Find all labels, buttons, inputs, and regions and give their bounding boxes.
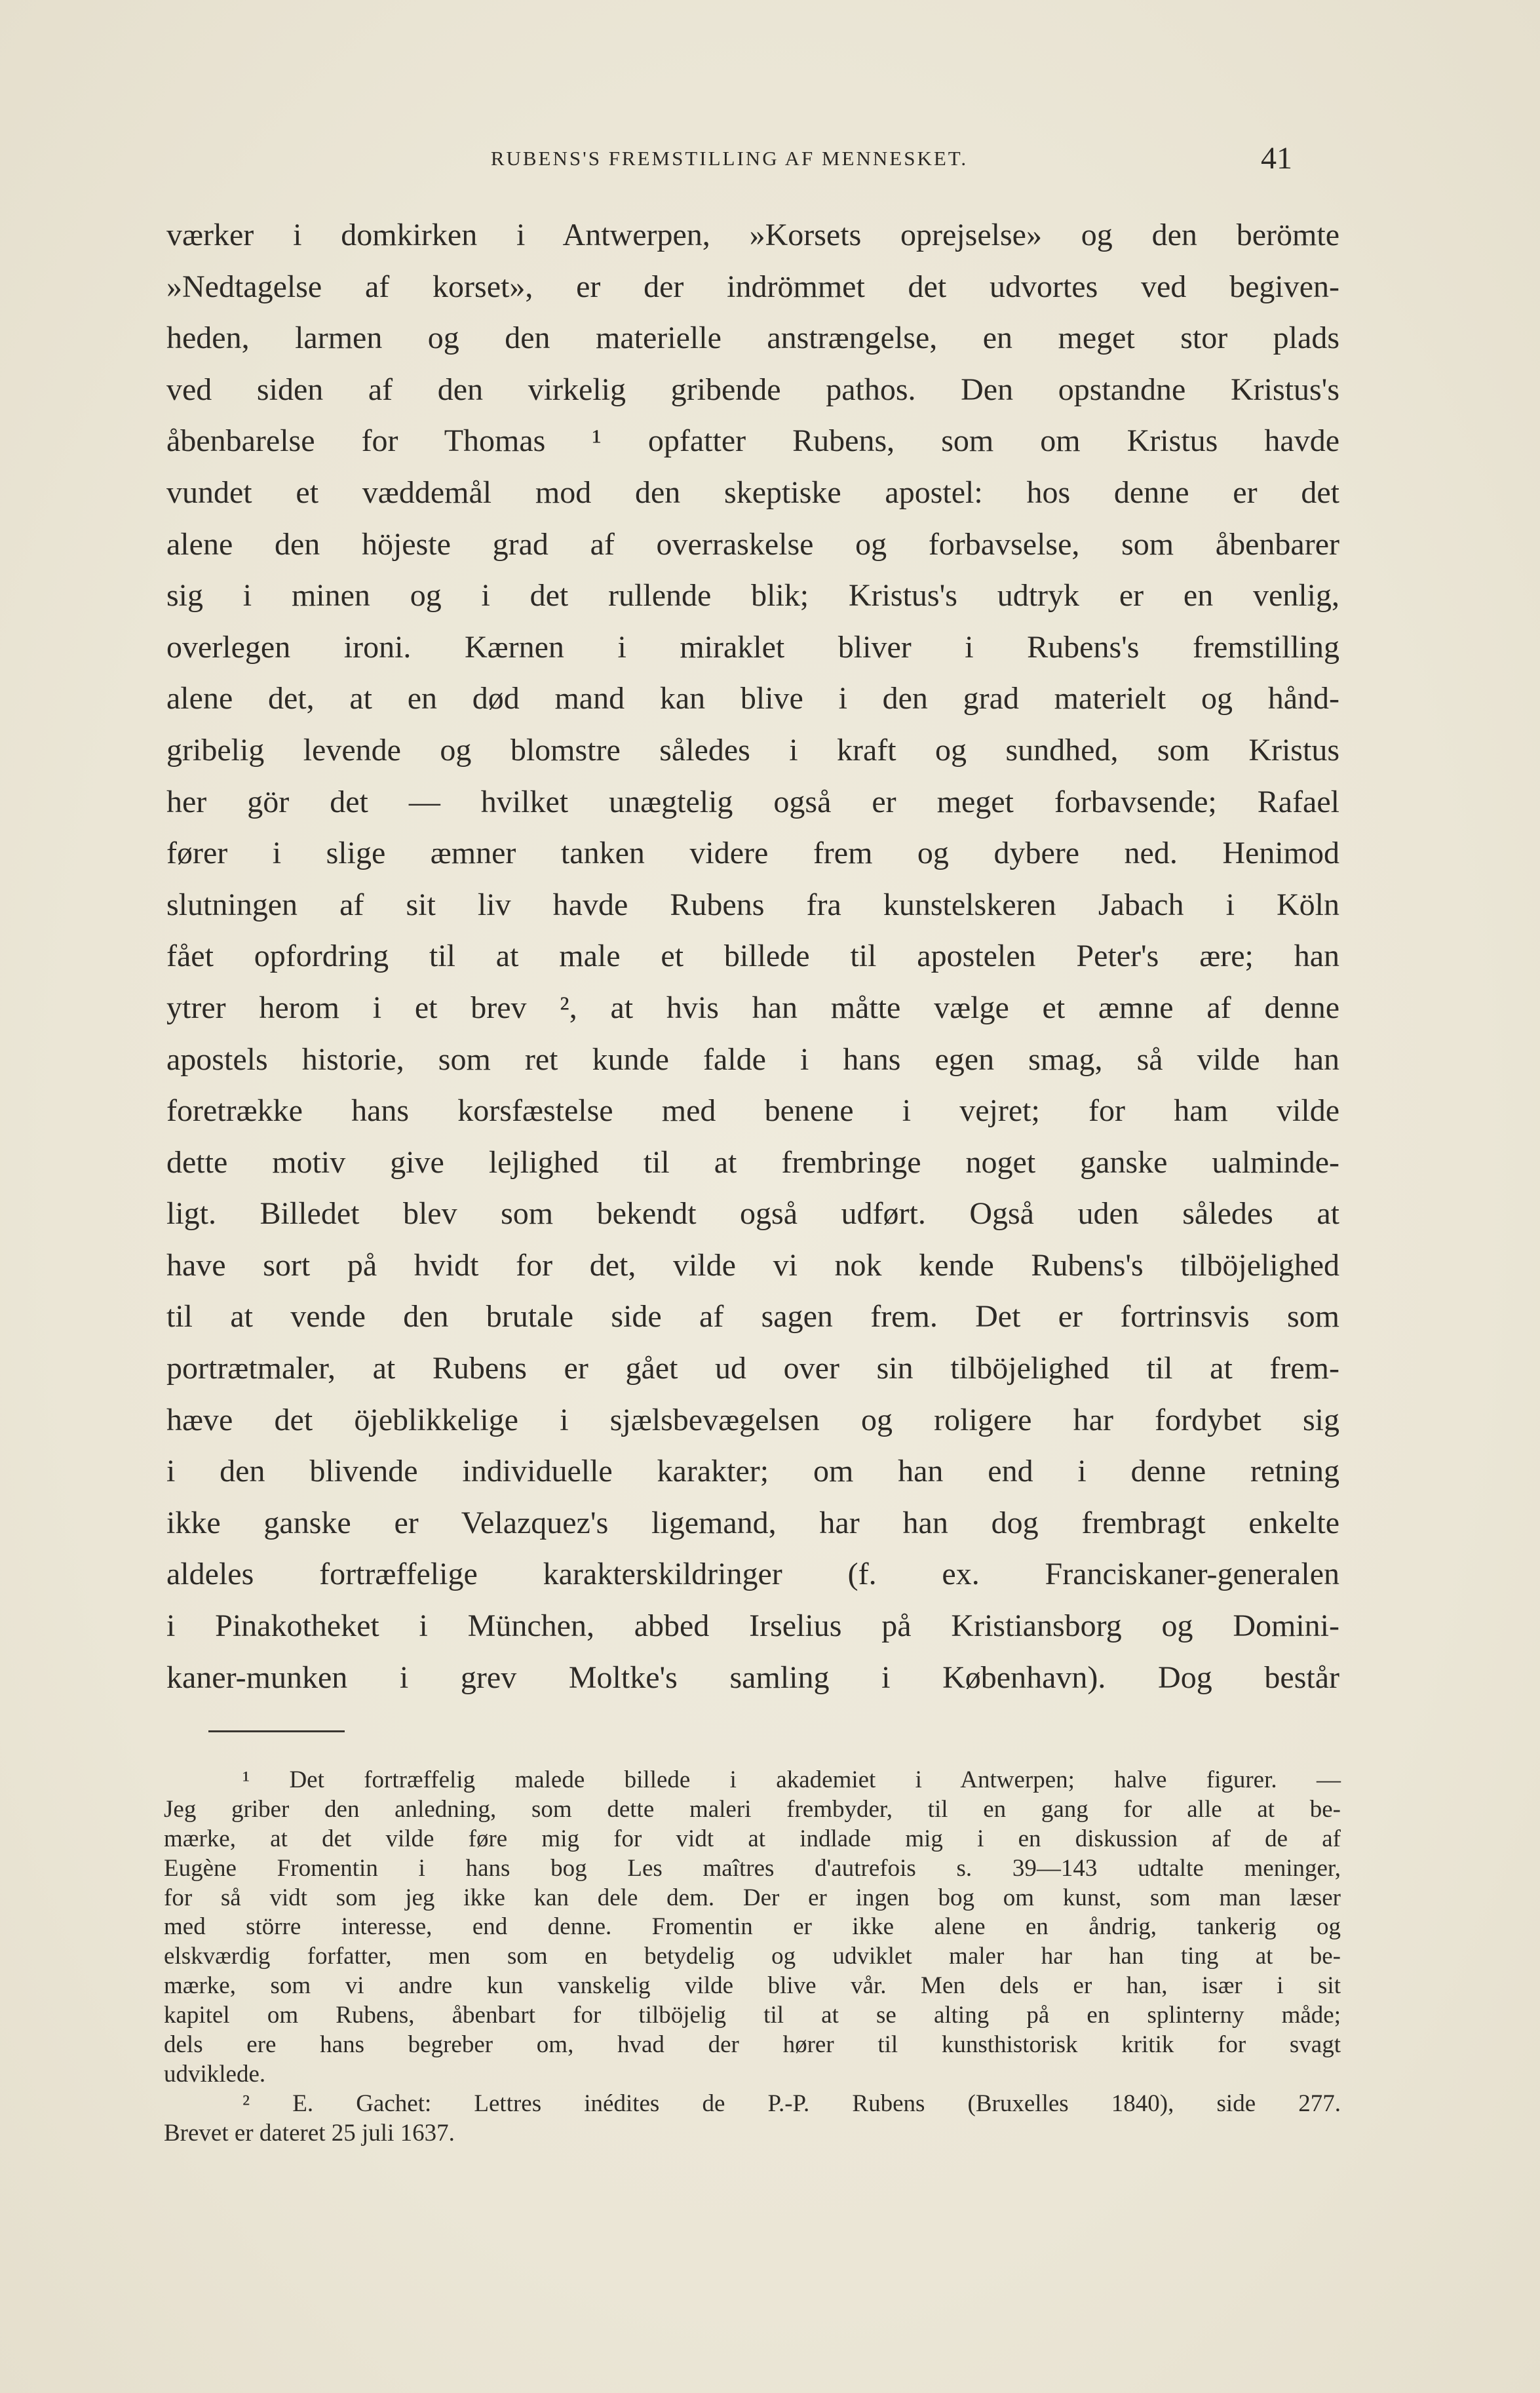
text-line: ved siden af den virkelig gribende pathos. Den opstandne Kristus's	[166, 372, 1339, 407]
text-line: vundet et væddemål mod den skeptiske apostel: hos denne er det	[166, 475, 1339, 510]
footnote-line: udviklede.	[164, 2060, 266, 2088]
text-line: i den blivende individuelle karakter; om han end i denne retning	[166, 1454, 1339, 1489]
text-line: portrætmaler, at Rubens er gået ud over sin tilböjelighed til at frem-	[166, 1351, 1339, 1386]
running-title: RUBENS'S FREMSTILLING AF MENNESKET.	[490, 147, 969, 170]
footnote-line: med större interesse, end denne. Fromentin er ikke alene en åndrig, tankerig og	[164, 1913, 1341, 1941]
footnotes	[164, 1766, 1341, 2149]
text-line: gribelig levende og blomstre således i kraft og sundhed, som Kristus	[166, 732, 1339, 768]
footnote-line: Eugène Fromentin i hans bog Les maîtres d'autrefois s. 39—143 udtalte meninger,	[164, 1854, 1341, 1882]
text-line: »Nedtagelse af korset», er der indrömmet det udvortes ved begiven-	[166, 269, 1339, 304]
text-line: slutningen af sit liv havde Rubens fra kunstelskeren Jabach i Köln	[166, 887, 1339, 922]
footnote-line: dels ere hans begreber om, hvad der hører til kunsthistorisk kritik for svagt	[164, 2031, 1341, 2059]
text-line: sig i minen og i det rullende blik; Kristus's udtryk er en venlig,	[166, 578, 1339, 613]
text-line: i Pinakotheket i München, abbed Irselius på Kristiansborg og Domini-	[166, 1608, 1339, 1644]
text-line: alene den höjeste grad af overraskelse og forbavselse, som åbenbarer	[166, 526, 1339, 562]
text-line: fører i slige æmner tanken videre frem og dybere ned. Henimod	[166, 836, 1339, 871]
footnote-line: mærke, som vi andre kun vanskelig vilde blive vår. Men dels er han, især i sit	[164, 1972, 1341, 2000]
text-line: ytrer herom i et brev ², at hvis han måtte vælge et æmne af denne	[166, 990, 1339, 1025]
text-line: fået opfordring til at male et billede til apostelen Peter's ære; han	[166, 939, 1339, 974]
footnote-line: Brevet er dateret 25 juli 1637.	[164, 2119, 455, 2147]
page-number: 41	[1261, 141, 1292, 176]
main-text	[166, 210, 1339, 1703]
page-header	[166, 139, 1292, 178]
footnote-line: elskværdig forfatter, men som en betydelig og udviklet maler har han ting at be-	[164, 1943, 1341, 1970]
text-line: dette motiv give lejlighed til at frembringe noget ganske ualminde-	[166, 1144, 1339, 1180]
text-line: alene det, at en død mand kan blive i den grad materielt og hånd-	[166, 681, 1339, 716]
footnote-line: Jeg griber den anledning, som dette maleri frembyder, til en gang for alle at be-	[164, 1795, 1341, 1823]
text-line: foretrække hans korsfæstelse med benene i vejret; for ham vilde	[166, 1093, 1339, 1129]
footnote-line: kapitel om Rubens, åbenbart for tilböjelig til at se alting på en splinterny måde;	[164, 2002, 1341, 2029]
footnote-divider	[208, 1730, 345, 1732]
text-line: her gör det — hvilket unægtelig også er meget forbavsende; Rafael	[166, 784, 1339, 819]
footnote-line: ¹ Det fortræffelig malede billede i akademiet i Antwerpen; halve figurer. —	[242, 1766, 1341, 1793]
text-line: ligt. Billedet blev som bekendt også udført. Også uden således at	[166, 1196, 1339, 1232]
text-line: ikke ganske er Velazquez's ligemand, har han dog frembragt enkelte	[166, 1505, 1339, 1540]
footnote-line: mærke, at det vilde føre mig for vidt at indlade mig i en diskussion af de af	[164, 1825, 1341, 1852]
text-line: have sort på hvidt for det, vilde vi nok kende Rubens's tilböjelighed	[166, 1247, 1339, 1283]
text-line: hæve det öjeblikkelige i sjælsbevægelsen og roligere har fordybet sig	[166, 1402, 1339, 1437]
text-line: heden, larmen og den materielle anstrængelse, en meget stor plads	[166, 321, 1339, 356]
footnote-line: ² E. Gachet: Lettres inédites de P.-P. Rubens (Bruxelles 1840), side 277.	[242, 2090, 1341, 2117]
text-line: aldeles fortræffelige karakterskildringer (f. ex. Franciskaner-generalen	[166, 1557, 1339, 1592]
text-line: til at vende den brutale side af sagen frem. Det er fortrinsvis som	[166, 1299, 1339, 1334]
text-line: åbenbarelse for Thomas ¹ opfatter Rubens, som om Kristus havde	[166, 423, 1339, 459]
footnote-line: for så vidt som jeg ikke kan dele dem. Der er ingen bog om kunst, som man læser	[164, 1884, 1341, 1911]
text-line: kaner-munken i grev Moltke's samling i København). Dog består	[166, 1660, 1339, 1695]
text-line: værker i domkirken i Antwerpen, »Korsets oprejselse» og den berömte	[166, 218, 1339, 252]
text-line: apostels historie, som ret kunde falde i hans egen smag, så vilde han	[166, 1041, 1339, 1077]
text-line: overlegen ironi. Kærnen i miraklet bliver i Rubens's fremstilling	[166, 629, 1339, 665]
